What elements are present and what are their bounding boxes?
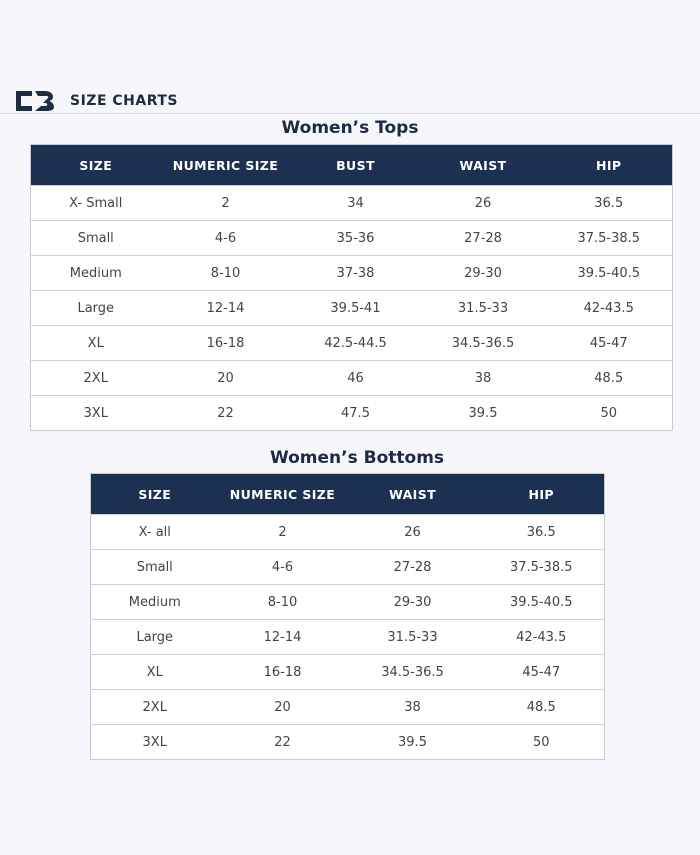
table-cell: 42.5-44.5	[291, 326, 421, 361]
table-cell: 39.5	[421, 396, 546, 431]
table-cell: 34	[291, 186, 421, 221]
table-row	[91, 515, 605, 550]
table-cell: XL	[31, 326, 161, 361]
tops-size-table	[30, 144, 673, 431]
table-cell: 34.5-36.5	[347, 655, 479, 690]
table-cell: 20	[219, 690, 347, 725]
bottoms-header-row	[91, 474, 605, 515]
table-row	[31, 361, 673, 396]
table-row	[31, 326, 673, 361]
table-cell: 22	[219, 725, 347, 760]
table-cell: Medium	[91, 585, 219, 620]
table-cell: 8-10	[219, 585, 347, 620]
table-cell: 42-43.5	[479, 620, 605, 655]
table-cell: 34.5-36.5	[421, 326, 546, 361]
table-row	[31, 221, 673, 256]
table-cell: 12-14	[219, 620, 347, 655]
table-cell: Medium	[31, 256, 161, 291]
table-cell: 12-14	[161, 291, 291, 326]
table-cell: 38	[347, 690, 479, 725]
column-header: NUMERIC SIZE	[219, 474, 347, 515]
table-cell: Small	[91, 550, 219, 585]
table-row	[91, 585, 605, 620]
bottoms-size-table	[90, 473, 605, 760]
table-row	[91, 725, 605, 760]
table-cell: 37-38	[291, 256, 421, 291]
table-cell: 16-18	[219, 655, 347, 690]
table-cell: 46	[291, 361, 421, 396]
table-cell: 36.5	[479, 515, 605, 550]
table-cell: 45-47	[546, 326, 673, 361]
table-cell: 3XL	[31, 396, 161, 431]
table-row	[91, 620, 605, 655]
table-cell: X- all	[91, 515, 219, 550]
table-cell: 47.5	[291, 396, 421, 431]
table-row	[31, 396, 673, 431]
table-row	[31, 291, 673, 326]
column-header: SIZE	[91, 474, 219, 515]
table-row	[31, 186, 673, 221]
table-cell: 26	[421, 186, 546, 221]
header-divider	[0, 113, 700, 114]
table-cell: 42-43.5	[546, 291, 673, 326]
table-cell: 29-30	[421, 256, 546, 291]
table-cell: X- Small	[31, 186, 161, 221]
table-cell: 48.5	[479, 690, 605, 725]
table-cell: 36.5	[546, 186, 673, 221]
table-cell: 35-36	[291, 221, 421, 256]
bottoms-title: Women’s Bottoms	[269, 448, 445, 468]
cutter-buck-logo-icon	[14, 89, 56, 113]
column-header: BUST	[291, 145, 421, 186]
table-cell: 38	[421, 361, 546, 396]
table-cell: 31.5-33	[347, 620, 479, 655]
table-cell: 39.5	[347, 725, 479, 760]
table-cell: Small	[31, 221, 161, 256]
table-cell: 27-28	[421, 221, 546, 256]
table-cell: 20	[161, 361, 291, 396]
table-cell: 2	[219, 515, 347, 550]
table-cell: 48.5	[546, 361, 673, 396]
table-cell: 26	[347, 515, 479, 550]
table-cell: 37.5-38.5	[546, 221, 673, 256]
table-cell: XL	[91, 655, 219, 690]
table-row	[91, 550, 605, 585]
table-cell: 2XL	[31, 361, 161, 396]
table-cell: 39.5-40.5	[479, 585, 605, 620]
table-row	[91, 690, 605, 725]
size-charts-heading: SIZE CHARTS	[70, 93, 178, 109]
table-row	[91, 655, 605, 690]
table-cell: 29-30	[347, 585, 479, 620]
column-header: WAIST	[421, 145, 546, 186]
table-cell: Large	[31, 291, 161, 326]
table-cell: 8-10	[161, 256, 291, 291]
table-cell: 2	[161, 186, 291, 221]
table-cell: 22	[161, 396, 291, 431]
column-header: WAIST	[347, 474, 479, 515]
table-cell: Large	[91, 620, 219, 655]
column-header: SIZE	[31, 145, 161, 186]
table-cell: 39.5-41	[291, 291, 421, 326]
table-cell: 39.5-40.5	[546, 256, 673, 291]
table-cell: 50	[479, 725, 605, 760]
table-cell: 4-6	[219, 550, 347, 585]
column-header: NUMERIC SIZE	[161, 145, 291, 186]
column-header: HIP	[546, 145, 673, 186]
tops-title: Women’s Tops	[281, 118, 419, 138]
table-cell: 50	[546, 396, 673, 431]
brand-header	[14, 89, 178, 113]
tops-header-row	[31, 145, 673, 186]
table-cell: 37.5-38.5	[479, 550, 605, 585]
column-header: HIP	[479, 474, 605, 515]
table-cell: 27-28	[347, 550, 479, 585]
table-cell: 4-6	[161, 221, 291, 256]
table-cell: 3XL	[91, 725, 219, 760]
table-cell: 45-47	[479, 655, 605, 690]
table-cell: 2XL	[91, 690, 219, 725]
table-row	[31, 256, 673, 291]
table-cell: 31.5-33	[421, 291, 546, 326]
table-cell: 16-18	[161, 326, 291, 361]
